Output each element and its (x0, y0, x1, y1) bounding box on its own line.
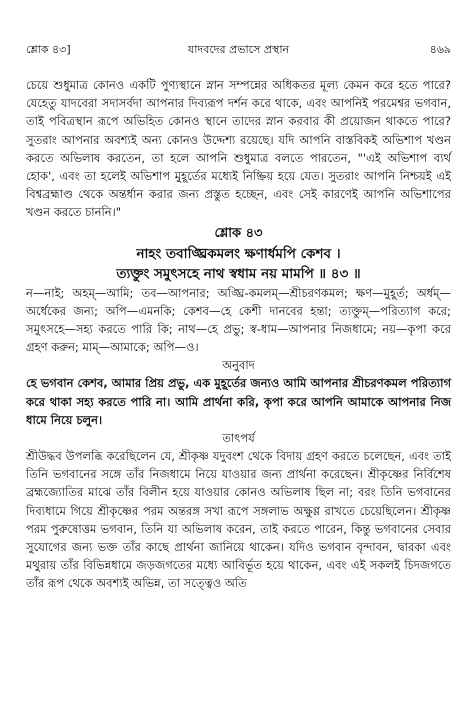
translation-heading: অনুবাদ (222, 358, 255, 373)
purport-heading: তাৎপর্য (222, 431, 255, 446)
header-page-number: ৪৬৯ (429, 43, 451, 56)
verse-line-1: নাহং তবাঙ্ঘ্রিকমলং ক্ষণার্ধমপি কেশব । (136, 245, 341, 262)
translation-paragraph: হে ভগবান কেশব, আমার প্রিয় প্রভু, এক মুহূর্তের জন্যও আমি আপনার শ্রীচরণকমল পরিত্যাগ করে থাকা সহ্য করতে পারি না। আমি প্রার্থনা করি, কৃপা করে আপনি আমাকে আপনার নিজ ধামে নিয়ে চলুন। (26, 376, 451, 427)
header-verse-ref: শ্লোক ৪৩] (26, 43, 71, 56)
header-chapter-title: যাদবদের প্রভাসে প্রস্থান (187, 43, 290, 56)
verse-heading: শ্লোক ৪৩ (214, 225, 263, 241)
verse-line-2: ত্যক্তুং সমুৎসহে নাথ স্বধাম নয় মামপি ॥ ৪৩ ॥ (116, 265, 361, 282)
page-content (26, 76, 451, 593)
page-header (26, 42, 451, 58)
synonyms-paragraph: ন—নাই; অহম্—আমি; তব—আপনার; অঙ্ঘ্রি-কমলম্—শ্রীচরণকমল; ক্ষণ—মুহূর্ত; অর্ধম্—অর্ধেকের জন্য; অপি—এমনকি; কেশব—হে কেশী দানবের হন্তা; ত্যক্তুম্—পরিত্যাগ করে; সমুৎসহে—সহ্য করতে পারি কি; নাথ—হে প্রভু; স্ব-ধাম—আপনার নিজধামে; নয়—কৃপা করে গ্রহণ করুন; মাম্—আমাকে; অপি—ও। (26, 285, 451, 355)
purport-continued-paragraph: চেয়ে শুধুমাত্র কোনও একটি পুণ্যস্থানে স্নান সম্পন্নের অধিকতর মূল্য কেমন করে হতে পারে? যেহেতু যাদবেরা সদাসর্বদা আপনার দিব্যরূপ দর্শন করে থাকে, এবং আপনিই পরমেশ্বর ভগবান, তাই পবিত্রস্থান রূপে অভিহিত কোনও স্থানে তাদের স্নান করবার কী প্রয়োজন থাকতে পারে? সুতরাং আপনার অবশ্যই অন্য কোনও উদ্দেশ্য রয়েছে। যদি আপনি বাস্তবিকই অভিশাপ খণ্ডন করতে অভিলাষ করতেন, তা হলে আপনি শুধুমাত্র বলতে পারতেন, "'এই অভিশাপ ব্যর্থ হোক', এবং তা হলেই অভিশাপ মুহূর্তের মধ্যেই নিষ্ক্রিয় হয়ে যেত। সুতরাং আপনি নিশ্চয়ই এই বিশ্বব্রহ্মাণ্ড থেকে অন্তর্ধান করার জন্য প্রস্তুত হচ্ছেন, এবং সেই কারণেই আপনি অভিশাপের খণ্ডন করতে চাননি।" (26, 78, 451, 220)
purport-paragraph: শ্রীউদ্ধব উপলব্ধি করেছিলেন যে, শ্রীকৃষ্ণ যদুবংশ থেকে বিদায় গ্রহণ করতে চলেছেন, এবং তাই তিনি ভগবানের সঙ্গে তাঁর নিজধামে নিয়ে যাওয়ার জন্য প্রার্থনা করেছেন। শ্রীকৃষ্ণের নির্বিশেষ ব্রহ্মজ্যোতির মাঝে তাঁর বিলীন হয়ে যাওয়ার কোনও অভিলাষ ছিল না; বরং তিনি ভগবানের দিব্যধামে গিয়ে শ্রীকৃষ্ণের পরম অন্তরঙ্গ সখা রূপে সঙ্গলাভ অক্ষুণ্ণ রাখতে চেয়েছিলেন। শ্রীকৃষ্ণ পরম পুরুষোত্তম ভগবান, তিনি যা অভিলাষ করেন, তাই করতে পারেন, কিন্তু ভগবানের সেবার সুযোগের জন্য ভক্ত তাঁর কাছে প্রার্থনা জানিয়ে থাকেন। যদিও ভগবান বৃন্দাবন, দ্বারকা এবং মথুরায় তাঁর বিভিন্নধামে জড়জগতের মধ্যে আবির্ভূত হয়ে থাকেন, এবং এই সকলই চিদজগতে তাঁর রূপ থেকে অবশ্যই অভিন্ন, তা সত্ত্বেও অতি (26, 449, 451, 591)
